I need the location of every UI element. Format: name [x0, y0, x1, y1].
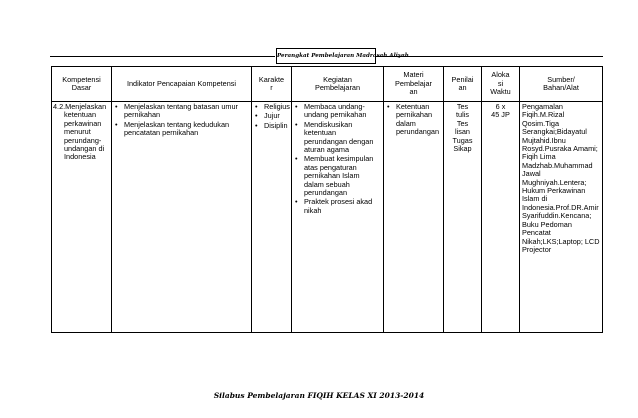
list-item: • Disiplin: [254, 122, 289, 130]
cell-karakter: [252, 102, 292, 333]
list-item: • Mendiskusikan ketentuan perundangan dengan aturan agama: [294, 121, 381, 155]
header-caption: Perangkat Pembelajaran Madrasah Aliyah: [276, 48, 376, 64]
list-item: • Religius: [254, 103, 289, 111]
kd-number: 4.2.: [53, 102, 66, 111]
list-item: • Jujur: [254, 112, 289, 120]
footer-title: Silabus Pembelajaran FIQIH KELAS XI 2013-2014: [213, 391, 425, 400]
col-header-penilaian: Penilai an: [444, 67, 482, 102]
col-header-alokasi: Aloka si Waktu: [482, 67, 520, 102]
list-item: • Membaca undang-undang pernikahan: [294, 103, 381, 120]
col-header-materi: Materi Pembelajar an: [384, 67, 444, 102]
table-row: [52, 102, 603, 333]
list-item: • Menjelaskan tentang kedudukan pencatatan pernikahan: [114, 121, 249, 138]
cell-alokasi: 6 x 45 JP: [482, 102, 520, 333]
cell-sumber: Pengamalan Fiqih.M.Rizal Qosim.Tiga Serangkai;Bidayatul Mujtahid.Ibnu Rosyd.Pusraka Amami; Fiqih Lima Madzhab.Muhammad Jawal Mughniyah.Lentera; Hukum Perkawinan Islam di Indonesia.Prof.DR.Amir Syarifuddin.Kencana; Buku Pedoman Pencatat Nikah;LKS;Laptop; LCD Projector: [520, 102, 603, 333]
list-item: • Praktek prosesi akad nikah: [294, 198, 381, 215]
header-rule-left: [50, 56, 275, 57]
col-header-karakter: Karakte r: [252, 67, 292, 102]
cell-indikator: [112, 102, 252, 333]
header-rule-right: [375, 56, 603, 57]
list-item: • Ketentuan pernikahan dalam perundangan: [386, 103, 441, 137]
table-header-row: [52, 67, 603, 102]
col-header-indikator: Indikator Pencapaian Kompetensi: [112, 67, 252, 102]
col-header-kd: Kompetensi Dasar: [52, 67, 112, 102]
list-item: • Menjelaskan tentang batasan umur pernikahan: [114, 103, 249, 120]
cell-penilaian: Tes tulis Tes lisan Tugas Sikap: [444, 102, 482, 333]
list-item: • Membuat kesimpulan atas pengaturan pernikahan Islam dalam sebuah perundangan: [294, 155, 381, 197]
cell-materi: [384, 102, 444, 333]
col-header-sumber: Sumber/ Bahan/Alat: [520, 67, 603, 102]
cell-kegiatan: [292, 102, 384, 333]
cell-kd: 4.2.Menjelaskan ketentuan perkawinan menurut perundang- undangan di Indonesia: [52, 102, 112, 333]
syllabus-table: [51, 66, 603, 333]
col-header-kegiatan: Kegiatan Pembelajaran: [292, 67, 384, 102]
